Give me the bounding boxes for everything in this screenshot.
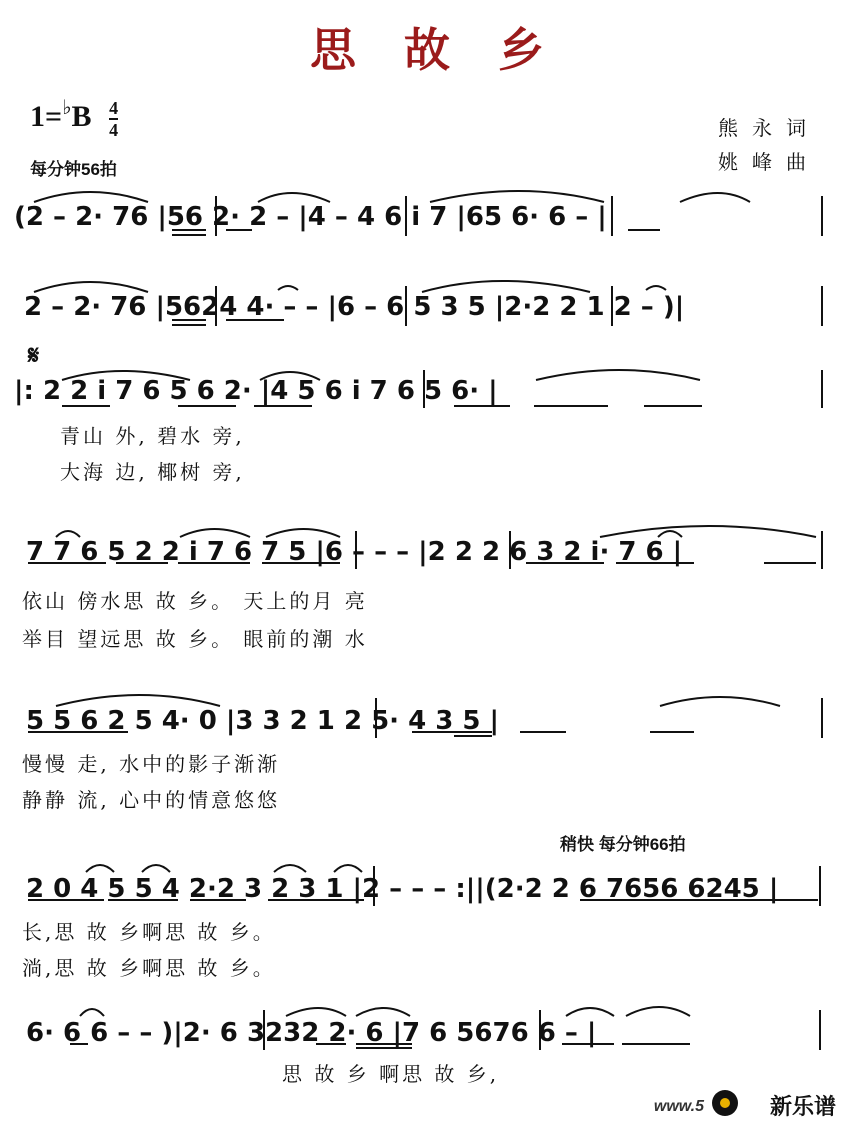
notes-line-4: 7 7 6 5 2 2 i 7 6 7 5 |6 – – – |2 2 2 6 3 2 i· 7 6 | [26,537,683,567]
score-line-4 [0,525,854,651]
key-note: B [71,99,92,133]
composer-credit: 姚峰曲 [718,150,820,174]
lyrics-line-4-verse-1: 依山 傍水思 故 乡。 天上的月 亮 [22,589,368,613]
lyrics-line-7: 思 故 乡 啊思 故 乡, [282,1062,500,1086]
record-logo-icon [712,1090,738,1116]
segno-sign: 𝄋 [28,340,40,370]
lyrics-line-3-verse-2: 大海 边, 椰树 旁, [60,460,245,484]
lyrics-line-6-verse-1: 长,思 故 乡啊思 故 乡。 [22,920,276,944]
key-do: 1= [30,99,63,133]
watermark-text: www.5 [653,1098,704,1115]
bar-lines-6 [0,856,854,968]
score-line-5 [0,690,854,812]
lyrics-line-3-verse-1: 青山 外, 碧水 旁, [60,424,245,448]
tempo-marking: 每分钟56拍 [30,160,117,179]
notes-line-2: 2 – 2· 76 |5624 4· – – |6 – 6 5 3 5 |2·2 2 1 2 – )| [24,292,685,322]
flat-symbol: ♭ [62,96,72,119]
meter-top: 4 [109,98,119,118]
key-signature [30,98,118,140]
score-line-6 [0,856,854,980]
tempo-change-marking: 稍快 每分钟66拍 [560,835,686,854]
notes-line-5: 5 5 6 2 5 4· 0 |3 3 2 1 2 5· 4 3 5 | [26,706,500,736]
notes-line-7: 6· 6 6 – – )|2· 6 3232 2· 6 |7 6 5676 6 – | [26,1018,597,1048]
notes-line-6: 2 0 4 5 5 4 2·2 3 2 3 1 |2 – – – :||(2·2 2 6 7656 6245 | [26,874,779,904]
time-signature [109,98,118,140]
lyrics-line-5-verse-2: 静静 流, 心中的情意悠悠 [22,788,281,812]
score-line-3 [0,368,854,484]
lyricist-credit: 熊永词 [718,116,820,140]
lyrics-line-4-verse-2: 举目 望远思 故 乡。 眼前的潮 水 [22,627,368,651]
lyrics-line-6-verse-2: 淌,思 故 乡啊思 故 乡。 [22,956,276,980]
site-logo-text[interactable]: 新乐谱 [769,1094,836,1119]
notes-line-3: |: 2 2 i 7 6 5 6 2· |4 5 6 i 7 6 5 6· | [14,376,498,406]
meter-bottom: 4 [109,120,119,140]
song-title: 思故乡 [310,23,592,77]
lyrics-line-5-verse-1: 慢慢 走, 水中的影子渐渐 [22,752,281,776]
notes-line-1: (2 – 2· 76 |56 2· 2 – |4 – 4 6 i 7 |65 6· 6 – | [14,202,607,232]
